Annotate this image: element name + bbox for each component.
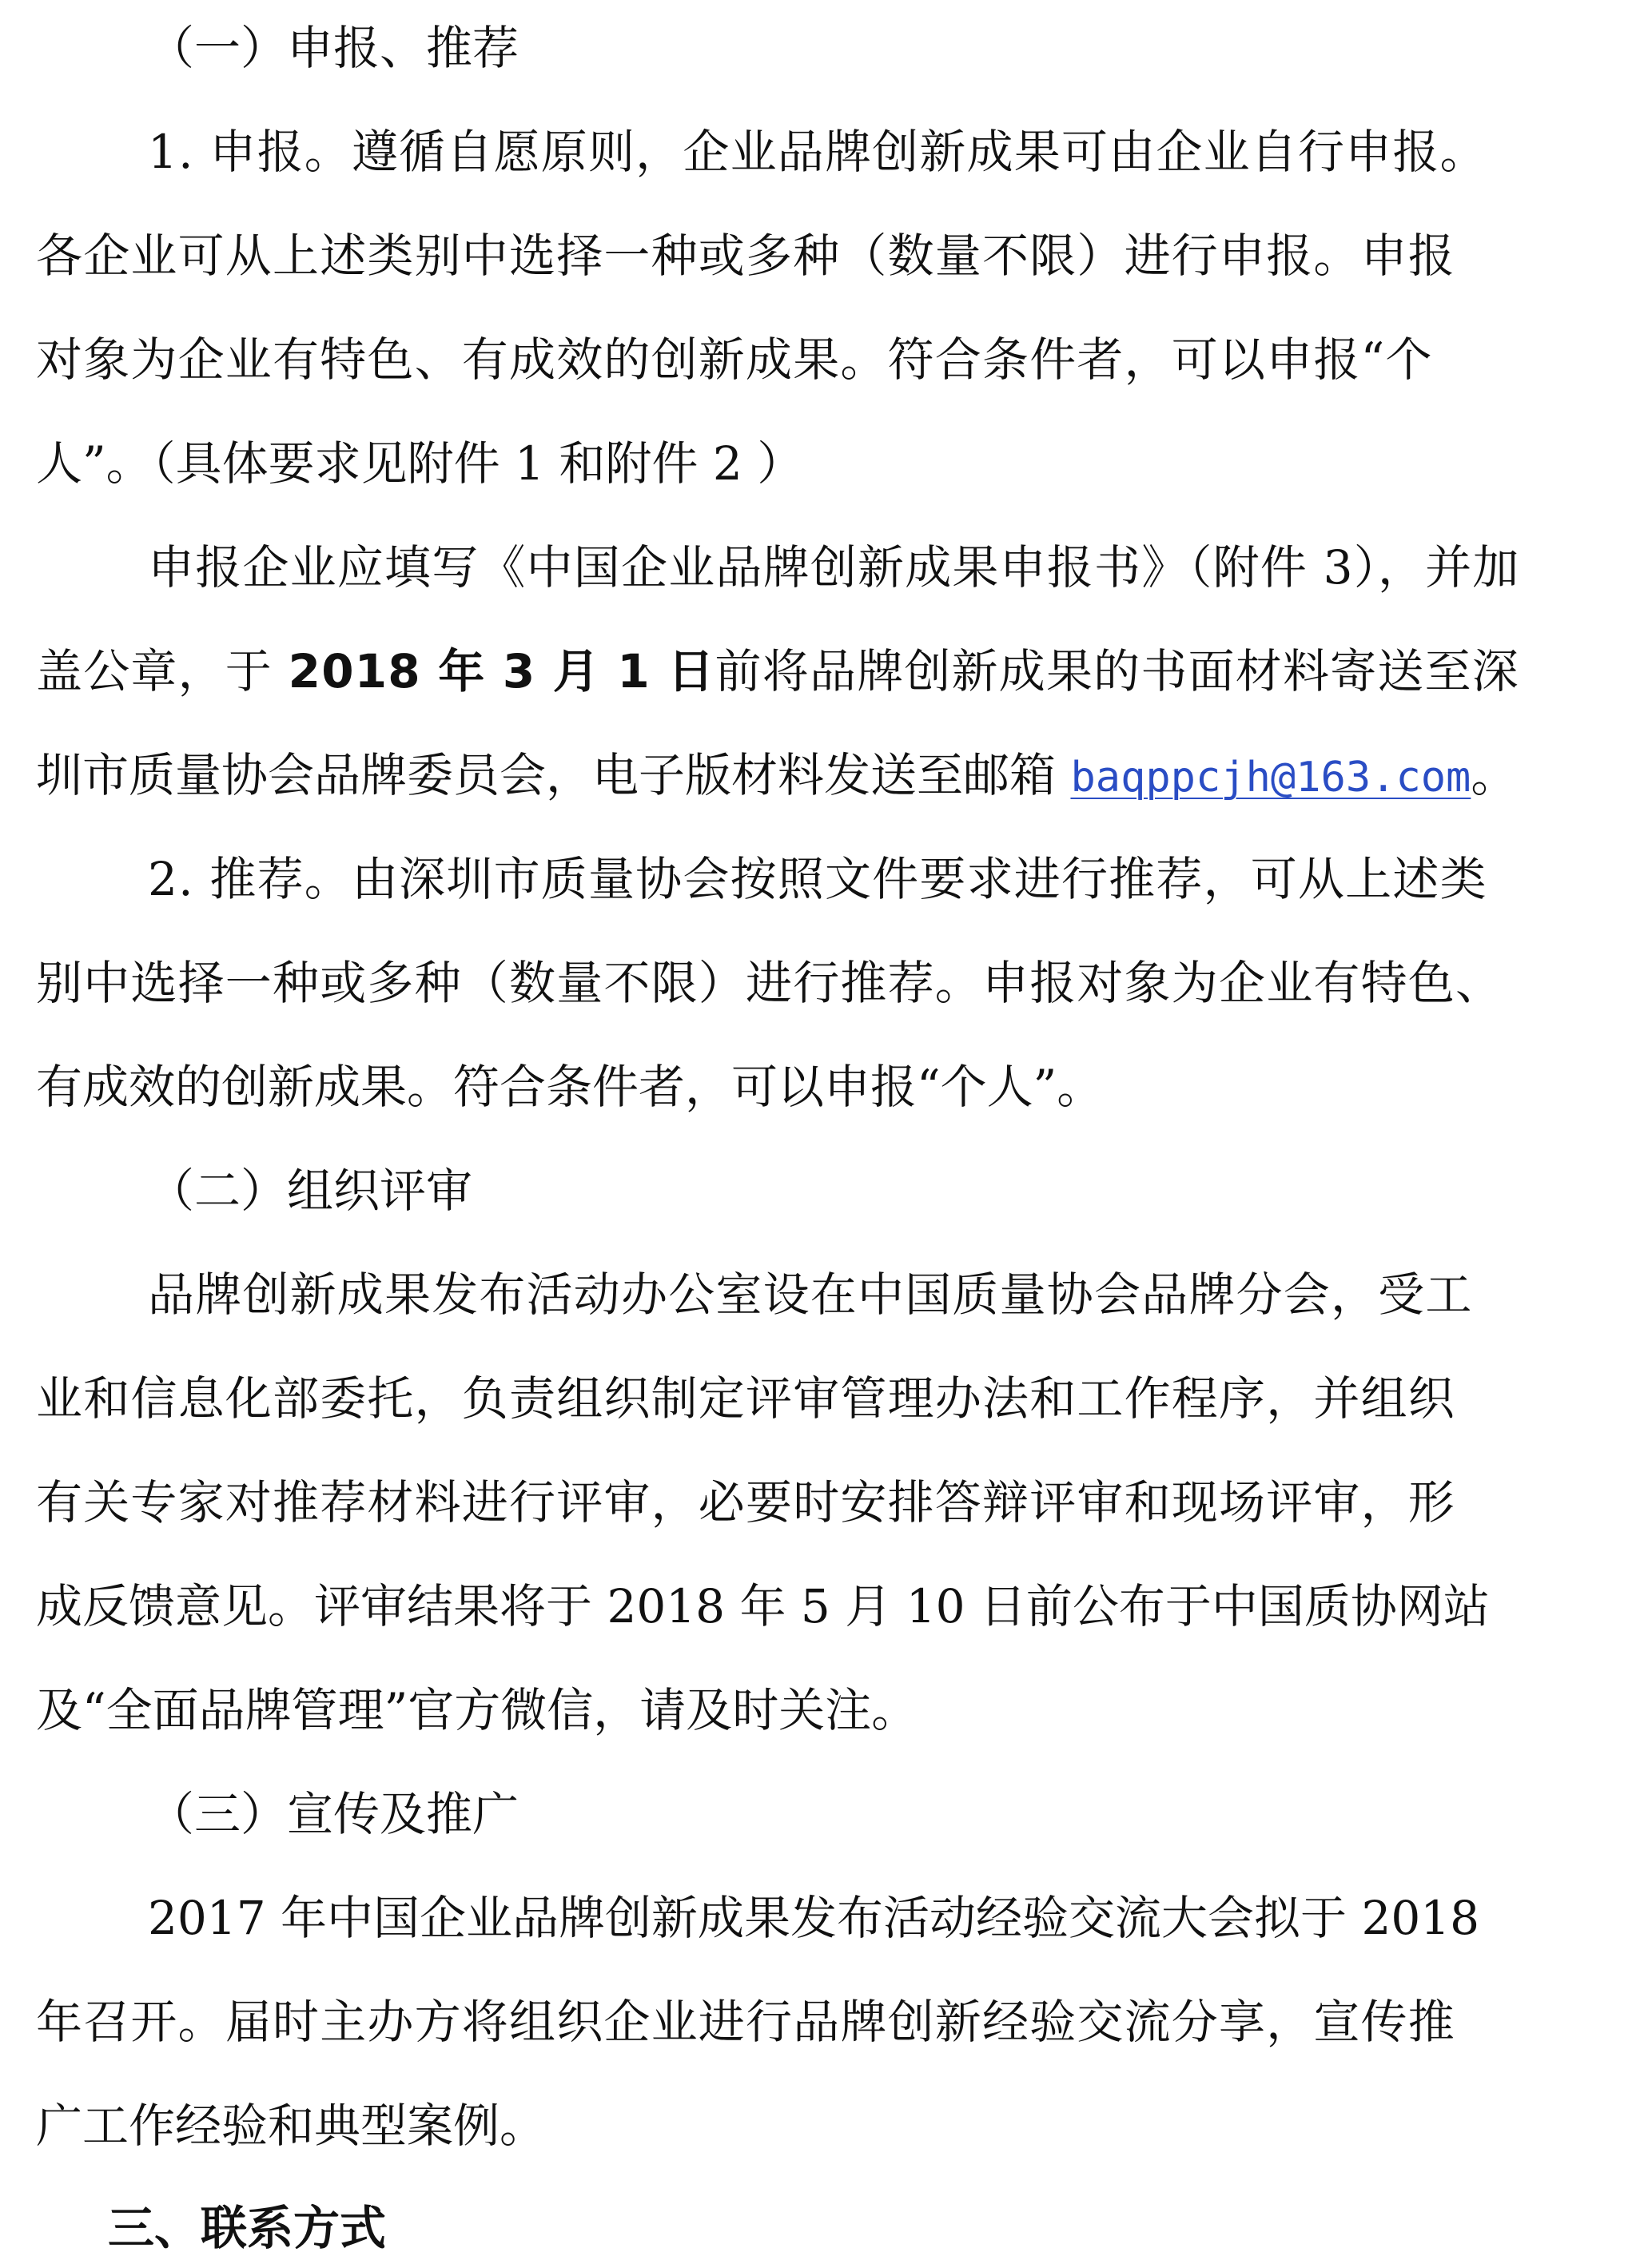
- paragraph-promotion-line-2: 年召开。届时主办方将组织企业进行品牌创新经验交流分享，宣传推: [36, 1995, 1456, 2049]
- paragraph-review-line-1: 品牌创新成果发布活动办公室设在中国质量协会品牌分会，受工: [148, 1267, 1473, 1322]
- paragraph-promotion-line-1: 2017 年中国企业品牌创新成果发布活动经验交流大会拟于 2018: [148, 1891, 1480, 1945]
- submission-text-after-email: 。: [1471, 748, 1518, 802]
- submission-text-before-email: 圳市质量协会品牌委员会，电子版材料发送至邮箱: [36, 748, 1071, 802]
- paragraph-recommend-line-1: 2. 推荐。由深圳市质量协会按照文件要求进行推荐，可从上述类: [148, 852, 1487, 906]
- paragraph-apply-line-2: 各企业可从上述类别中选择一种或多种（数量不限）进行申报。申报: [36, 229, 1456, 283]
- section-heading-review: （二）组织评审: [148, 1164, 473, 1218]
- paragraph-recommend-line-3: 有成效的创新成果。符合条件者，可以申报“个人”。: [36, 1060, 1104, 1114]
- paragraph-submission-line-2: [0, 639, 1652, 703]
- paragraph-review-line-5: 及“全面品牌管理”官方微信，请及时关注。: [36, 1683, 918, 1737]
- paragraph-apply-line-4: 人”。（具体要求见附件 1 和附件 2 ）: [36, 436, 804, 491]
- email-link[interactable]: baqppcjh@163.com: [1070, 754, 1471, 802]
- paragraph-review-line-2: 业和信息化部委托，负责组织制定评审管理办法和工作程序，并组织: [36, 1371, 1456, 1426]
- paragraph-submission-line-1: 申报企业应填写《中国企业品牌创新成果申报书》（附件 3），并加: [148, 540, 1520, 595]
- paragraph-submission-line-3: [0, 743, 1652, 810]
- paragraph-review-line-4: 成反馈意见。评审结果将于 2018 年 5 月 10 日前公布于中国质协网站: [36, 1579, 1490, 1633]
- section-heading-contact: 三、联系方式: [108, 2201, 387, 2255]
- paragraph-review-line-3: 有关专家对推荐材料进行评审，必要时安排答辩评审和现场评审，形: [36, 1475, 1456, 1530]
- paragraph-recommend-line-2: 别中选择一种或多种（数量不限）进行推荐。申报对象为企业有特色、: [36, 956, 1503, 1010]
- section-heading-apply-recommend: （一）申报、推荐: [148, 21, 519, 75]
- deadline-date: 2018 年 3 月 1 日: [288, 644, 715, 698]
- submission-text-after-date: 前将品牌创新成果的书面材料寄送至深: [715, 644, 1519, 698]
- paragraph-apply-line-3: 对象为企业有特色、有成效的创新成果。符合条件者，可以申报“个: [36, 332, 1433, 387]
- paragraph-promotion-line-3: 广工作经验和典型案例。: [36, 2099, 547, 2153]
- paragraph-apply-line-1: 1. 申报。遵循自愿原则，企业品牌创新成果可由企业自行申报。: [148, 125, 1487, 179]
- submission-text-before-date: 盖公章，于: [36, 644, 289, 698]
- section-heading-promotion: （三）宣传及推广: [148, 1787, 519, 1841]
